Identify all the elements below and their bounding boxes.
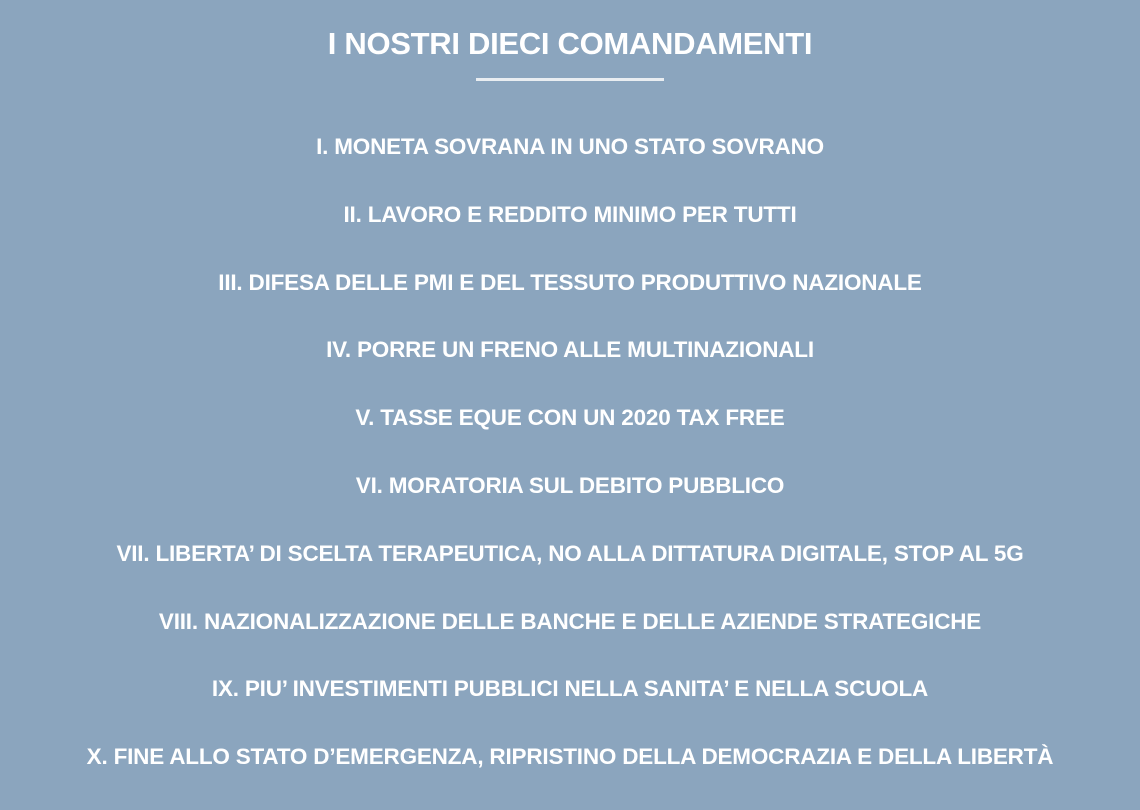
- commandment-item: VIII. NAZIONALIZZAZIONE DELLE BANCHE E DELLE AZIENDE STRATEGICHE: [158, 608, 982, 634]
- commandment-item: I. MONETA SOVRANA IN UNO STATO SOVRANO: [316, 134, 824, 159]
- title-divider: [476, 78, 664, 81]
- commandment-item: III. DIFESA DELLE PMI E DEL TESSUTO PRODUTTIVO NAZIONALE: [218, 269, 922, 295]
- commandment-item: VI. MORATORIA SUL DEBITO PUBBLICO: [355, 472, 785, 498]
- commandment-item: IX. PIU’ INVESTIMENTI PUBBLICI NELLA SANITA’ E NELLA SCUOLA: [211, 676, 929, 702]
- commandment-item: X. FINE ALLO STATO D’EMERGENZA, RIPRISTINO DELLA DEMOCRAZIA E DELLA LIBERTÀ: [86, 744, 1054, 770]
- commandment-item: VII. LIBERTA’ DI SCELTA TERAPEUTICA, NO ALLA DITTATURA DIGITALE, STOP AL 5G: [116, 540, 1024, 566]
- commandment-item: IV. PORRE UN FRENO ALLE MULTINAZIONALI: [326, 337, 814, 363]
- commandment-item: II. LAVORO E REDDITO MINIMO PER TUTTI: [343, 201, 797, 227]
- page-title: I NOSTRI DIECI COMANDAMENTI: [327, 25, 813, 61]
- commandments-list: [0, 132, 1140, 810]
- commandment-item: V. TASSE EQUE CON UN 2020 TAX FREE: [355, 405, 785, 431]
